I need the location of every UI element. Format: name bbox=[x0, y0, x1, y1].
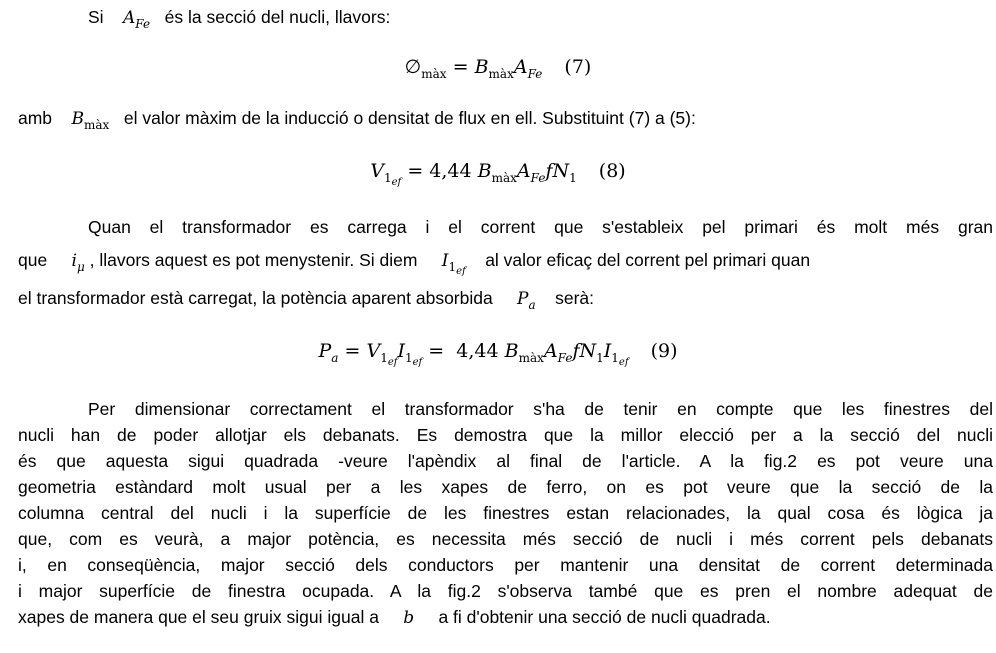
equation-number-8: (8) bbox=[598, 160, 626, 182]
paragraph-4-line-6: que, com es veurà, a major potència, es necessita més secció de nucli i més corrent pels debanats bbox=[18, 529, 993, 549]
equation-number-7: (7) bbox=[564, 56, 592, 78]
math-var-b: b bbox=[403, 608, 415, 628]
paragraph-3-line-3: el transformador està carregat, la potència aparent absorbida $P_a$ serà: bbox=[18, 288, 595, 312]
paragraph-2: amb $B_{màx}$ el valor màxim de la inducció o densitat de flux en ell. Substituint (7) a (5): bbox=[18, 108, 696, 132]
paragraph-4-line-9: xapes de manera que el seu gruix sigui igual a b a fi d'obtenir una secció de nucli quadrada. bbox=[18, 607, 771, 628]
paragraph-4-line-4: geometria estàndard molt usual per a les xapes de ferro, on es pot veure que la secció de la bbox=[18, 477, 993, 497]
equation-9: $P_a = V_{1_{ef}}I_{1_{ef}} = 4,44$ $B_{màx}A_{Fe}fN_1I_{1_{ef}}$ (9) bbox=[318, 340, 678, 368]
math-var-p-a: $P_a$ bbox=[517, 289, 536, 312]
math-var-a-fe: $A_{Fe}$ bbox=[123, 8, 151, 31]
equation-7: $\emptyset_{màx} = B_{màx}A_{Fe}$ (7) bbox=[404, 56, 592, 81]
paragraph-4-line-5: columna central del nucli i la superfície de les finestres estan relacionades, la qual cosa és lògica ja bbox=[18, 503, 993, 523]
paragraph-4-line-2: nucli han de poder allotjar els debanats. Es demostra que la millor elecció per a la secció del nucli bbox=[18, 425, 993, 445]
equation-8: $V_{1_{ef}} = 4,44$ $B_{màx}A_{Fe}fN_1$ (8) bbox=[370, 160, 626, 188]
text: Si bbox=[88, 7, 104, 27]
paragraph-4-line-7: i, en conseqüència, major secció dels conductors per mantenir una densitat de corrent determinada bbox=[18, 555, 993, 575]
paragraph-4-line-8: i major superfície de finestra ocupada. A la fig.2 s'observa també que es pren el nombre adequat de bbox=[18, 581, 993, 601]
text: és la secció del nucli, llavors: bbox=[164, 7, 391, 27]
paragraph-4-line-1: Per dimensionar correctament el transformador s'ha de tenir en compte que les finestres del bbox=[88, 399, 993, 419]
math-var-i-mu: $i_\mu$ bbox=[71, 251, 85, 274]
paragraph-1 bbox=[88, 6, 390, 29]
equation-number-9: (9) bbox=[650, 340, 678, 362]
math-var-i-1ef: $I_{1_{ef}}$ bbox=[441, 251, 466, 277]
paragraph-3-line-2: que $i_\mu$ , llavors aquest es pot menystenir. Si diem $I_{1_{ef}}$ al valor eficaç del corrent pel primari quan bbox=[18, 250, 811, 277]
paragraph-3-line-1: Quan el transformador es carrega i el corrent que s'estableix pel primari és molt més gran bbox=[88, 217, 993, 237]
paragraph-4-line-3: és que aquesta sigui quadrada -veure l'apèndix al final de l'article. A la fig.2 es pot veure una bbox=[18, 451, 993, 471]
math-var-b-max: $B_{màx}$ bbox=[71, 109, 110, 132]
